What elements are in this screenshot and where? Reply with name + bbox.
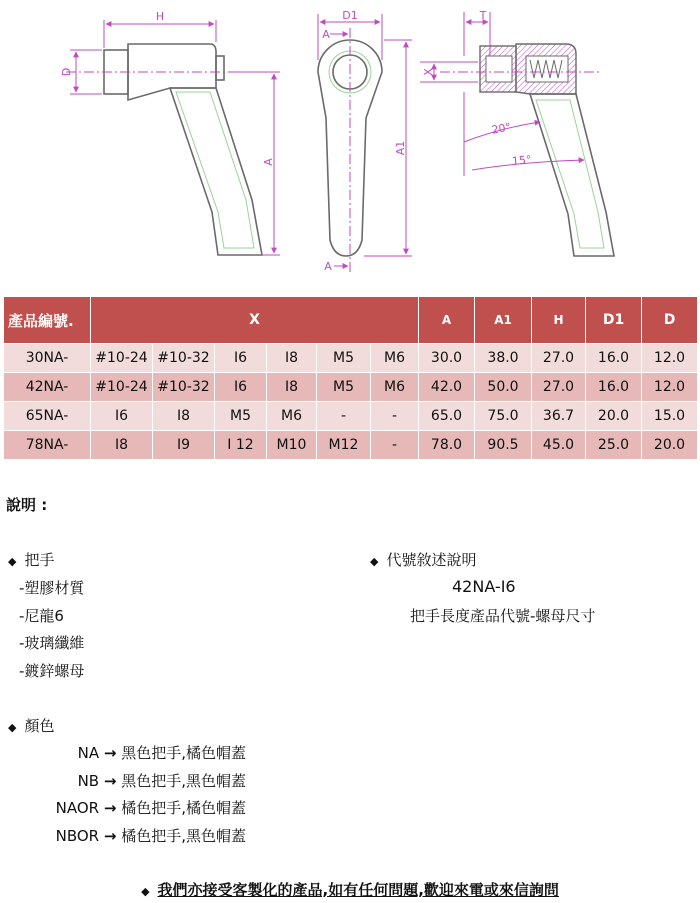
cell-x: #10-32 — [153, 373, 215, 402]
cell-h: 45.0 — [532, 431, 586, 460]
cell-x: #10-32 — [153, 344, 215, 373]
cell-a: 42.0 — [419, 373, 475, 402]
cell-code: 42NA- — [4, 373, 91, 402]
header-x: X — [91, 297, 419, 344]
arrow-right-icon: → — [103, 827, 117, 845]
color-option — [0, 797, 246, 818]
color-code: NBOR — [55, 827, 100, 845]
cell-x: I8 — [91, 431, 153, 460]
material-item: -鍍鋅螺母 — [19, 662, 85, 680]
color-code: NB — [77, 772, 100, 790]
color-code: NA — [77, 744, 100, 762]
dim-a1-label: A1 — [394, 140, 407, 156]
cell-code: 78NA- — [4, 431, 91, 460]
dim-h-label: H — [155, 10, 165, 23]
cell-code: 30NA- — [4, 344, 91, 373]
dim-x-label: X — [422, 68, 435, 76]
cell-x: I6 — [91, 402, 153, 431]
cell-x: I 12 — [215, 431, 267, 460]
table-row — [4, 431, 698, 460]
cell-x: I8 — [267, 373, 317, 402]
arrow-right-icon: → — [103, 772, 117, 790]
handle-heading — [8, 549, 54, 570]
cell-x: M6 — [371, 344, 419, 373]
material-item: -玻璃纖維 — [19, 634, 85, 652]
cell-x: M6 — [267, 402, 317, 431]
cell-x: - — [371, 431, 419, 460]
header-a1: A1 — [475, 297, 532, 344]
cell-a: 78.0 — [419, 431, 475, 460]
side-view — [104, 44, 262, 255]
header-d: D — [642, 297, 698, 344]
header-code: 產品編號. — [4, 297, 91, 344]
cell-d: 15.0 — [642, 402, 698, 431]
arrow-right-icon: → — [103, 744, 117, 762]
cell-x: I8 — [267, 344, 317, 373]
cell-x: M6 — [371, 373, 419, 402]
notes-title: 說明 : — [6, 496, 48, 514]
material-item: -塑膠材質 — [19, 579, 85, 597]
color-code: NAOR — [55, 799, 100, 817]
cell-x: - — [317, 402, 371, 431]
cell-a1: 50.0 — [475, 373, 532, 402]
dim-a-label: A — [262, 158, 275, 166]
diamond-bullet-icon: ◆ — [8, 721, 17, 734]
cell-a: 65.0 — [419, 402, 475, 431]
dim-d-label: D — [60, 67, 73, 77]
color-heading-text: 顏色 — [24, 717, 55, 735]
header-d1: D1 — [586, 297, 642, 344]
spec-table — [3, 296, 698, 460]
color-heading — [8, 715, 54, 736]
cell-x: I8 — [153, 402, 215, 431]
arrow-right-icon: → — [103, 799, 117, 817]
material-item: -尼龍6 — [19, 607, 64, 625]
cell-x: - — [371, 402, 419, 431]
footer-text: 我們亦接受客製化的產品,如有任何問題,歡迎來電或來信詢問 — [157, 881, 559, 899]
color-desc: 橘色把手,橘色帽蓋 — [121, 799, 246, 817]
technical-drawing — [0, 0, 700, 290]
section-view — [480, 44, 614, 256]
header-a: A — [419, 297, 475, 344]
diamond-bullet-icon: ◆ — [141, 885, 150, 898]
cell-a: 30.0 — [419, 344, 475, 373]
color-desc: 黑色把手,黑色帽蓋 — [121, 772, 246, 790]
color-option — [0, 742, 246, 763]
cell-d1: 20.0 — [586, 402, 642, 431]
cell-x: I9 — [153, 431, 215, 460]
cell-x: #10-24 — [91, 373, 153, 402]
cell-a1: 38.0 — [475, 344, 532, 373]
cell-x: #10-24 — [91, 344, 153, 373]
table-header-row — [4, 297, 698, 344]
cell-x: M5 — [317, 344, 371, 373]
table-row — [4, 373, 698, 402]
cell-x: M10 — [267, 431, 317, 460]
cell-code: 65NA- — [4, 402, 91, 431]
table-row — [4, 402, 698, 431]
cell-d: 12.0 — [642, 344, 698, 373]
cell-d1: 16.0 — [586, 344, 642, 373]
cell-x: I6 — [215, 344, 267, 373]
color-option — [0, 770, 246, 791]
diamond-bullet-icon: ◆ — [370, 555, 379, 568]
cell-h: 27.0 — [532, 344, 586, 373]
table-row — [4, 344, 698, 373]
color-desc: 橘色把手,黑色帽蓋 — [121, 827, 246, 845]
footer-note — [0, 879, 700, 900]
cell-a1: 90.5 — [475, 431, 532, 460]
cell-d1: 25.0 — [586, 431, 642, 460]
angle-15-label: 15° — [511, 153, 532, 168]
cell-x: M5 — [317, 373, 371, 402]
side-view-dims — [66, 20, 280, 255]
cell-d: 12.0 — [642, 373, 698, 402]
code-example: 42NA-I6 — [452, 577, 516, 596]
dim-d1-label: D1 — [342, 9, 358, 22]
header-h: H — [532, 297, 586, 344]
section-top-label: A — [322, 28, 330, 41]
cell-x: M5 — [215, 402, 267, 431]
diamond-bullet-icon: ◆ — [8, 555, 17, 568]
handle-heading-text: 把手 — [24, 551, 55, 569]
cell-a1: 75.0 — [475, 402, 532, 431]
color-option — [0, 825, 246, 846]
cell-h: 36.7 — [532, 402, 586, 431]
cell-x: M12 — [317, 431, 371, 460]
color-desc: 黑色把手,橘色帽蓋 — [121, 744, 246, 762]
code-heading — [370, 549, 476, 570]
cell-d1: 16.0 — [586, 373, 642, 402]
cell-d: 20.0 — [642, 431, 698, 460]
cell-x: I6 — [215, 373, 267, 402]
cell-h: 27.0 — [532, 373, 586, 402]
dim-t-label: T — [479, 9, 487, 22]
code-heading-text: 代號敘述說明 — [386, 551, 477, 569]
code-description: 把手長度產品代號-螺母尺寸 — [410, 607, 596, 625]
section-bottom-label: A — [324, 260, 332, 273]
angle-20-label: 20° — [490, 120, 513, 137]
